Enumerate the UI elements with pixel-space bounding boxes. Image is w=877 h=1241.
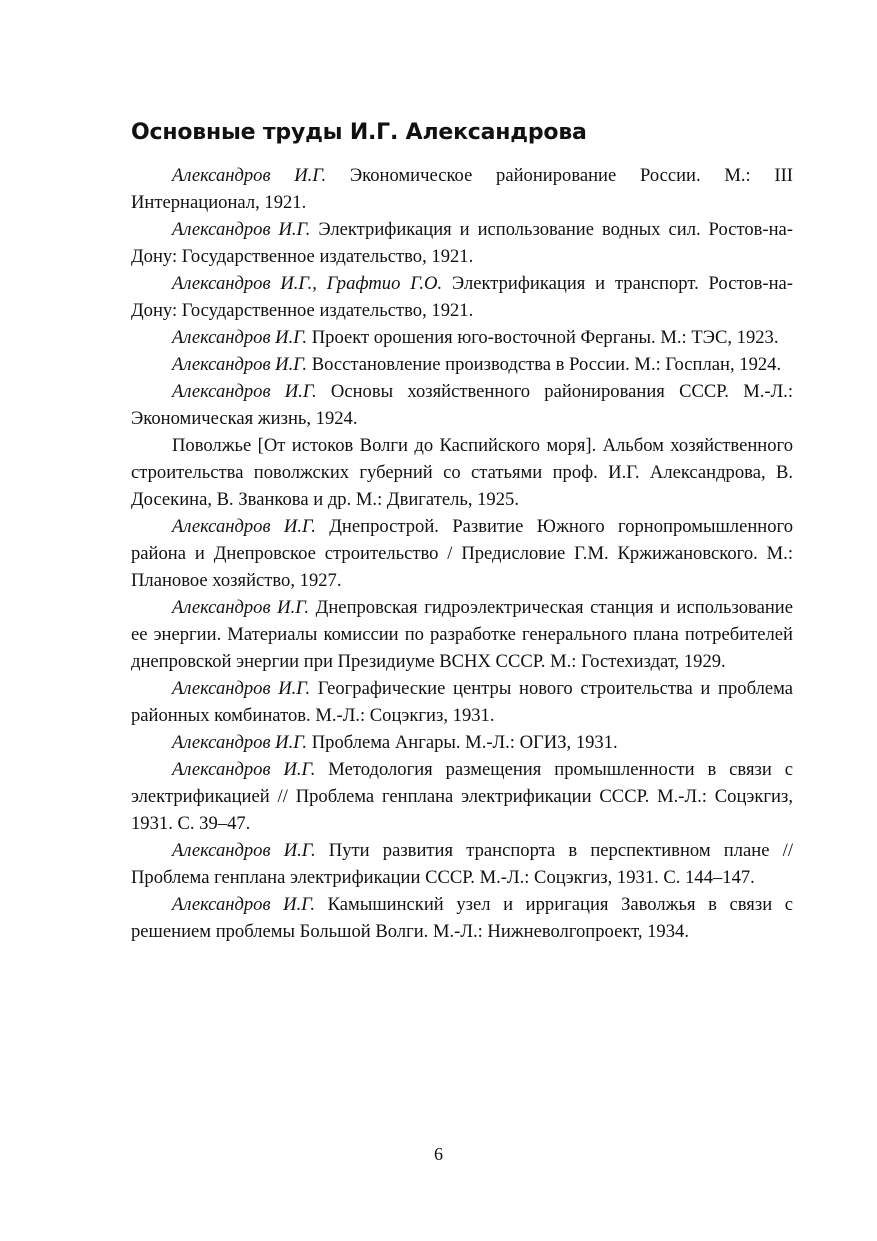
- reference-author: Александров И.Г.: [172, 759, 316, 780]
- reference-text: Электрификация и транспорт. Ростов-на-Дону: Государственное издательство, 1921.: [131, 273, 793, 321]
- reference-author: Александров И.Г., Графтио Г.О.: [172, 273, 443, 294]
- reference-text: Методология размещения промышленности в связи с электрификацией // Проблема генплана электрификации СССР. М.-Л.: Соцэкгиз, 1931. С. 39–47.: [131, 759, 793, 834]
- reference-author: Александров И.Г.: [172, 219, 311, 240]
- reference-text: Пути развития транспорта в перспективном плане // Проблема генплана электрификации СССР. М.-Л.: Соцэкгиз, 1931. С. 144–147.: [131, 840, 793, 888]
- reference-list: [131, 162, 793, 945]
- reference-item: [131, 513, 793, 594]
- reference-author: Александров И.Г.: [172, 894, 316, 915]
- reference-author: Александров И.Г.: [172, 732, 308, 753]
- reference-author: Александров И.Г.: [172, 516, 316, 537]
- reference-text: Экономическое районирование России. М.: III Интернационал, 1921.: [131, 165, 793, 213]
- reference-item: [131, 162, 793, 216]
- reference-item: [131, 351, 793, 378]
- reference-item: [131, 216, 793, 270]
- reference-item: [131, 729, 793, 756]
- reference-item: [131, 432, 793, 513]
- reference-item: [131, 891, 793, 945]
- page-number: 6: [434, 1144, 443, 1164]
- reference-author: Александров И.Г.: [172, 597, 310, 618]
- reference-text: Основы хозяйственного районирования СССР. М.-Л.: Экономическая жизнь, 1924.: [131, 381, 793, 429]
- reference-text: Восстановление производства в России. М.: Госплан, 1924.: [307, 354, 782, 375]
- reference-item: [131, 837, 793, 891]
- reference-text: Днепровская гидроэлектрическая станция и использование ее энергии. Материалы комиссии по разработке генерального плана потребителей днепровской энергии при Президиуме ВСНХ СССР. М.: Гостехиздат, 1929.: [131, 597, 793, 672]
- reference-text: Камышинский узел и ирригация Заволжья в связи с решением проблемы Большой Волги. М.-Л.: Нижневолгопроект, 1934.: [131, 894, 793, 942]
- reference-author: Александров И.Г.: [172, 381, 317, 402]
- reference-item: [131, 675, 793, 729]
- reference-text: Проблема Ангары. М.-Л.: ОГИЗ, 1931.: [307, 732, 618, 753]
- reference-item: [131, 378, 793, 432]
- reference-text: Днепрострой. Развитие Южного горнопромышленного района и Днепровское строительство / Предисловие Г.М. Кржижановского. М.: Плановое хозяйство, 1927.: [131, 516, 793, 591]
- reference-author: Александров И.Г.: [172, 327, 308, 348]
- reference-text: Электрификация и использование водных сил. Ростов-на-Дону: Государственное издательство, 1921.: [131, 219, 793, 267]
- reference-author: Александров И.Г.: [172, 678, 311, 699]
- reference-text: Поволжье [От истоков Волги до Каспийского моря]. Альбом хозяйственного строительства поволжских губерний со статьями проф. И.Г. Александрова, В. Досекина, В. Званкова и др. М.: Двигатель, 1925.: [131, 435, 793, 510]
- reference-text: Географические центры нового строительства и проблема районных комбинатов. М.-Л.: Соцэкгиз, 1931.: [131, 678, 794, 726]
- reference-author: Александров И.Г.: [172, 165, 327, 186]
- reference-author: Александров И.Г.: [172, 840, 316, 861]
- reference-text: Проект орошения юго-восточной Ферганы. М.: ТЭС, 1923.: [307, 327, 779, 348]
- reference-item: [131, 756, 793, 837]
- reference-author: Александров И.Г.: [172, 354, 308, 375]
- reference-item: [131, 324, 793, 351]
- reference-item: [131, 594, 793, 675]
- reference-item: [131, 270, 793, 324]
- section-heading: Основные труды И.Г. Александрова: [131, 120, 587, 145]
